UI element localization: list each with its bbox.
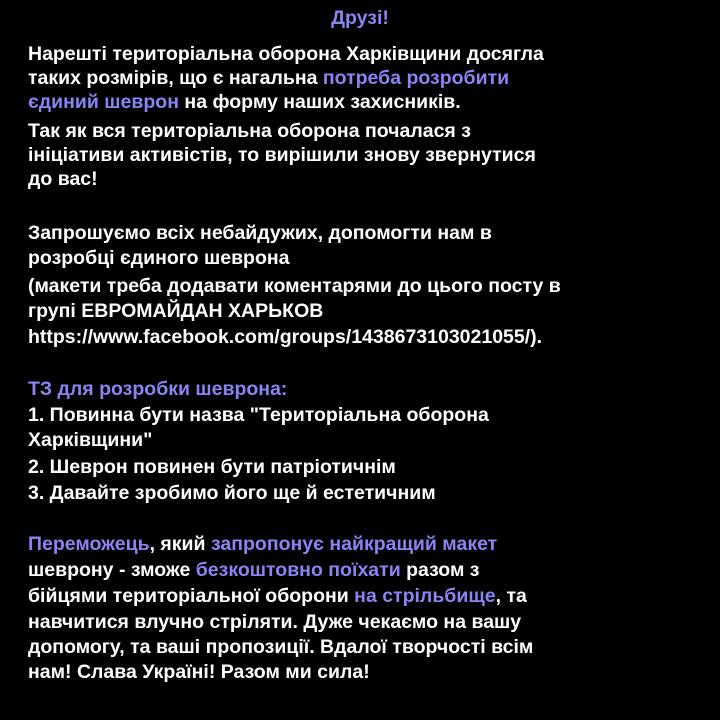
invite-line-4: групі ЕВРОМАЙДАН ХАРЬКОВ bbox=[28, 300, 324, 322]
invite-line-5: https://www.facebook.com/groups/1438673103021055/). bbox=[28, 326, 543, 348]
spec-line-4: 3. Давайте зробимо його ще й естетичним bbox=[28, 482, 436, 504]
winner-text: шеврону - зможе bbox=[28, 559, 196, 581]
intro-line-2 bbox=[28, 67, 509, 91]
spec-line-2: Харківщини" bbox=[28, 429, 153, 451]
highlight-text: безкоштовно поїхати bbox=[195, 559, 401, 581]
intro-line-4: Так як вся територіальна оборона почалася з bbox=[28, 120, 471, 142]
intro-line-5: ініціативи активістів, то вирішили знову звернутися bbox=[28, 144, 536, 166]
spec-heading: ТЗ для розробки шеврона: bbox=[28, 378, 288, 400]
spec-line-3: 2. Шеврон повинен бути патріотичнім bbox=[28, 456, 396, 478]
winner-line-6: нам! Слава Україні! Разом ми сила! bbox=[28, 661, 370, 683]
invite-line-2: розробці єдиного шеврона bbox=[28, 247, 290, 269]
winner-text: , який bbox=[149, 533, 211, 555]
highlight-text: запропонує найкращий макет bbox=[210, 533, 498, 555]
winner-text: , та bbox=[495, 585, 527, 607]
spec-line-1: 1. Повинна бути назва "Територіальна оборона bbox=[28, 404, 489, 426]
winner-text: разом з bbox=[400, 559, 480, 581]
invite-line-1: Запрошуємо всіх небайдужих, допомогти нам в bbox=[28, 222, 492, 244]
title: Друзі! bbox=[331, 7, 389, 29]
highlight-text: Переможець bbox=[28, 533, 150, 555]
intro-text: на форму наших захисників. bbox=[179, 91, 461, 113]
winner-line-2 bbox=[28, 559, 480, 583]
intro-text: таких розмірів, що є нагальна bbox=[28, 67, 323, 89]
intro-line-6: до вас! bbox=[28, 168, 98, 190]
intro-line-3 bbox=[28, 91, 461, 115]
winner-text: бійцями територіальної оборони bbox=[28, 585, 355, 607]
winner-line-3 bbox=[28, 585, 527, 609]
winner-line-4: навчитися влучно стріляти. Дуже чекаємо на вашу bbox=[28, 611, 522, 633]
winner-line-1 bbox=[28, 533, 497, 557]
winner-line-5: допомогу, та ваші пропозиції. Вдалої творчості всім bbox=[28, 636, 534, 658]
invite-line-3: (макети треба додавати коментарями до цього посту в bbox=[28, 275, 561, 297]
highlight-text: єдиний шеврон bbox=[28, 91, 179, 113]
highlight-text: потреба розробити bbox=[322, 67, 510, 89]
highlight-text: на стрільбище bbox=[354, 585, 496, 607]
intro-line-1: Нарешті територіальна оборона Харківщини досягла bbox=[28, 43, 544, 65]
